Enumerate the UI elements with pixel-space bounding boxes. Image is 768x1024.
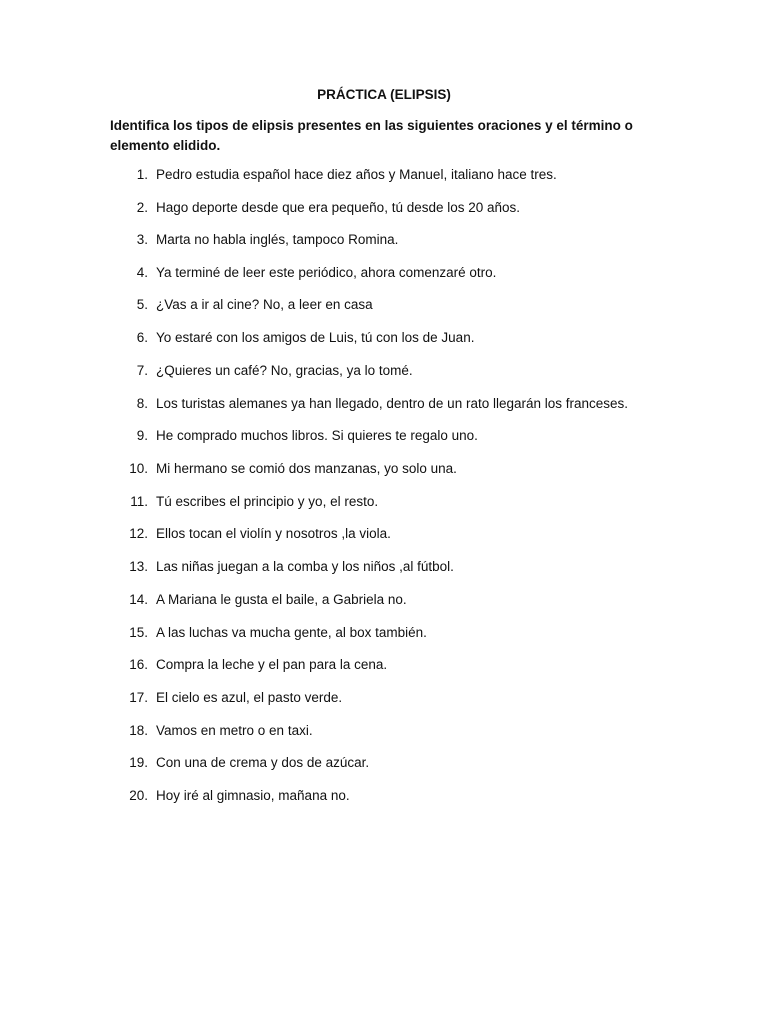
list-item bbox=[0, 230, 768, 250]
list-item bbox=[0, 263, 768, 283]
item-number: 19. bbox=[129, 755, 148, 770]
item-number: 8. bbox=[136, 396, 148, 411]
item-text: ¿Vas a ir al cine? No, a leer en casa bbox=[156, 297, 373, 312]
page-title: PRÁCTICA (ELIPSIS) bbox=[317, 87, 451, 102]
item-number: 17. bbox=[129, 690, 148, 705]
item-number: 18. bbox=[129, 723, 148, 738]
list-item bbox=[0, 295, 768, 315]
item-number: 20. bbox=[129, 788, 148, 803]
list-item bbox=[0, 557, 768, 577]
item-text: Hago deporte desde que era pequeño, tú desde los 20 años. bbox=[156, 200, 521, 215]
item-text: Pedro estudia español hace diez años y Manuel, italiano hace tres. bbox=[156, 167, 557, 182]
item-text: Hoy iré al gimnasio, mañana no. bbox=[156, 788, 350, 803]
list-item bbox=[0, 721, 768, 741]
list-item bbox=[0, 655, 768, 675]
list-item bbox=[0, 165, 768, 185]
list-item bbox=[0, 688, 768, 708]
item-text: Yo estaré con los amigos de Luis, tú con los de Juan. bbox=[156, 330, 475, 345]
item-text: A las luchas va mucha gente, al box también. bbox=[156, 625, 427, 640]
list-item bbox=[0, 426, 768, 446]
instructions-text: Identifica los tipos de elipsis presentes en las siguientes oraciones y el término o elemento elidido. bbox=[110, 118, 633, 153]
item-text: Tú escribes el principio y yo, el resto. bbox=[156, 494, 379, 509]
list-item bbox=[0, 786, 768, 806]
item-number: 10. bbox=[129, 461, 148, 476]
item-number: 13. bbox=[129, 559, 148, 574]
item-number: 7. bbox=[136, 363, 148, 378]
list-item bbox=[0, 590, 768, 610]
item-number: 6. bbox=[136, 330, 148, 345]
item-number: 11. bbox=[130, 494, 148, 509]
item-number: 16. bbox=[129, 657, 148, 672]
item-number: 3. bbox=[136, 232, 148, 247]
item-number: 1. bbox=[136, 167, 148, 182]
item-text: Marta no habla inglés, tampoco Romina. bbox=[156, 232, 399, 247]
list-item bbox=[0, 492, 768, 512]
item-text: El cielo es azul, el pasto verde. bbox=[156, 690, 343, 705]
item-number: 4. bbox=[136, 265, 148, 280]
item-text: Vamos en metro o en taxi. bbox=[156, 723, 313, 738]
list-item bbox=[0, 623, 768, 643]
item-text: Compra la leche y el pan para la cena. bbox=[156, 657, 388, 672]
item-text: He comprado muchos libros. Si quieres te regalo uno. bbox=[156, 428, 478, 443]
item-text: ¿Quieres un café? No, gracias, ya lo tomé. bbox=[156, 363, 413, 378]
item-text: Las niñas juegan a la comba y los niños ,al fútbol. bbox=[156, 559, 454, 574]
item-text: Los turistas alemanes ya han llegado, dentro de un rato llegarán los franceses. bbox=[156, 396, 629, 411]
list-item bbox=[0, 328, 768, 348]
item-text: Mi hermano se comió dos manzanas, yo solo una. bbox=[156, 461, 457, 476]
item-number: 9. bbox=[136, 428, 148, 443]
item-text: Con una de crema y dos de azúcar. bbox=[156, 755, 370, 770]
item-text: A Mariana le gusta el baile, a Gabriela no. bbox=[156, 592, 407, 607]
item-number: 15. bbox=[129, 625, 148, 640]
item-number: 12. bbox=[129, 526, 148, 541]
list-item bbox=[0, 198, 768, 218]
item-number: 14. bbox=[129, 592, 148, 607]
item-number: 2. bbox=[136, 200, 148, 215]
item-text: Ya terminé de leer este periódico, ahora comenzaré otro. bbox=[156, 265, 497, 280]
list-item bbox=[0, 459, 768, 479]
list-item bbox=[0, 361, 768, 381]
list-item bbox=[0, 394, 768, 414]
item-text: Ellos tocan el violín y nosotros ,la viola. bbox=[156, 526, 391, 541]
list-item bbox=[0, 524, 768, 544]
item-number: 5. bbox=[136, 297, 148, 312]
list-item bbox=[0, 753, 768, 773]
